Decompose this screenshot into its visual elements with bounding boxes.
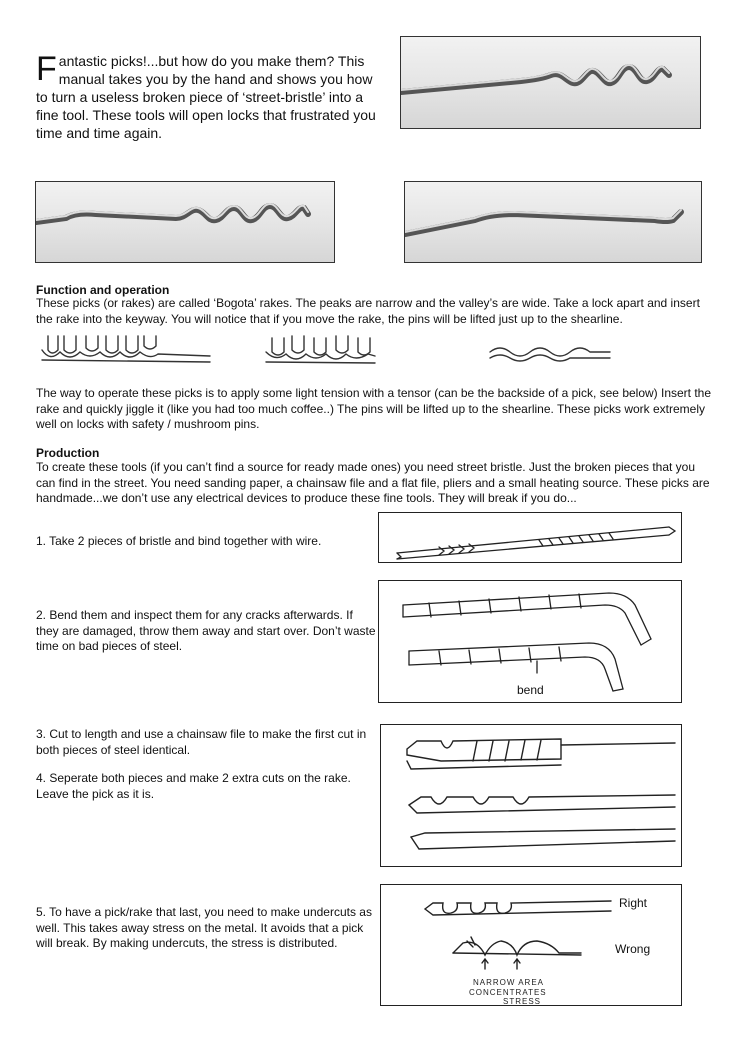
narrow-area-label: NARROW AREA	[473, 978, 545, 987]
intro-text: antastic picks!...but how do you make them? This manual takes you by the hand and shows you how to turn a useless broken piece of ‘street-bristle’ into a fine tool. These tools will open locks that frustrated you time and time again.	[36, 53, 376, 141]
step-1-sketch	[378, 512, 682, 563]
intro-dropcap: F	[36, 50, 57, 88]
production-heading: Production	[36, 446, 100, 460]
step-3-4-sketch	[380, 724, 682, 867]
rake-photo-top-right	[400, 36, 701, 129]
step-1-text: 1. Take 2 pieces of bristle and bind together with wire.	[36, 534, 322, 548]
stress-label: STRESS	[503, 997, 542, 1006]
rake-photo-middle-left	[35, 181, 335, 263]
right-label: Right	[619, 896, 648, 910]
step-2-text: 2. Bend them and inspect them for any cracks afterwards. If they are damaged, throw them away and start over. Don’t waste time on bad pieces of steel.	[36, 608, 376, 653]
step-5-sketch	[380, 884, 682, 1006]
step-4-text: 4. Seperate both pieces and make 2 extra cuts on the rake. Leave the pick as it is.	[36, 771, 351, 801]
step-3-text: 3. Cut to length and use a chainsaw file to make the first cut in both pieces of steel identical.	[36, 727, 367, 757]
concentrates-label: CONCENTRATES	[469, 988, 547, 997]
step-2-sketch	[378, 580, 682, 703]
wrong-label: Wrong	[615, 942, 651, 956]
pin-diagrams	[40, 332, 620, 370]
function-paragraph-1: These picks (or rakes) are called ‘Bogota’ rakes. The peaks are narrow and the valley’s are wide. Take a lock apart and insert the rake into the keyway. You will notice that if you move the rake, the pins will be lifted just up to the shearline.	[36, 296, 700, 326]
step-5-text: 5. To have a pick/rake that last, you need to make undercuts as well. This takes away stress on the metal. It avoids that a pick will break. By making undercuts, the stress is distributed.	[36, 905, 372, 950]
function-heading: Function and operation	[36, 283, 170, 297]
pick-photo-middle-right	[404, 181, 702, 263]
intro-paragraph	[36, 52, 376, 142]
bend-label: bend	[517, 683, 544, 697]
function-paragraph-2: The way to operate these picks is to apply some light tension with a tensor (can be the backside of a pick, see below) Insert the rake and quickly jiggle it (like you had too much coffee..) The pins will be lifted up to the shearline. These picks work extremely well on locks with safety / mushroom pins.	[36, 386, 712, 431]
production-paragraph: To create these tools (if you can’t find a source for ready made ones) you need street bristle. Just the broken pieces that you can find in the street. You need sanding paper, a chainsaw file and a flat file, pliers and a small heating source. These picks are handmade...we don’t use any electrical devices to produce these fine tools. They will break if you do...	[36, 460, 710, 505]
